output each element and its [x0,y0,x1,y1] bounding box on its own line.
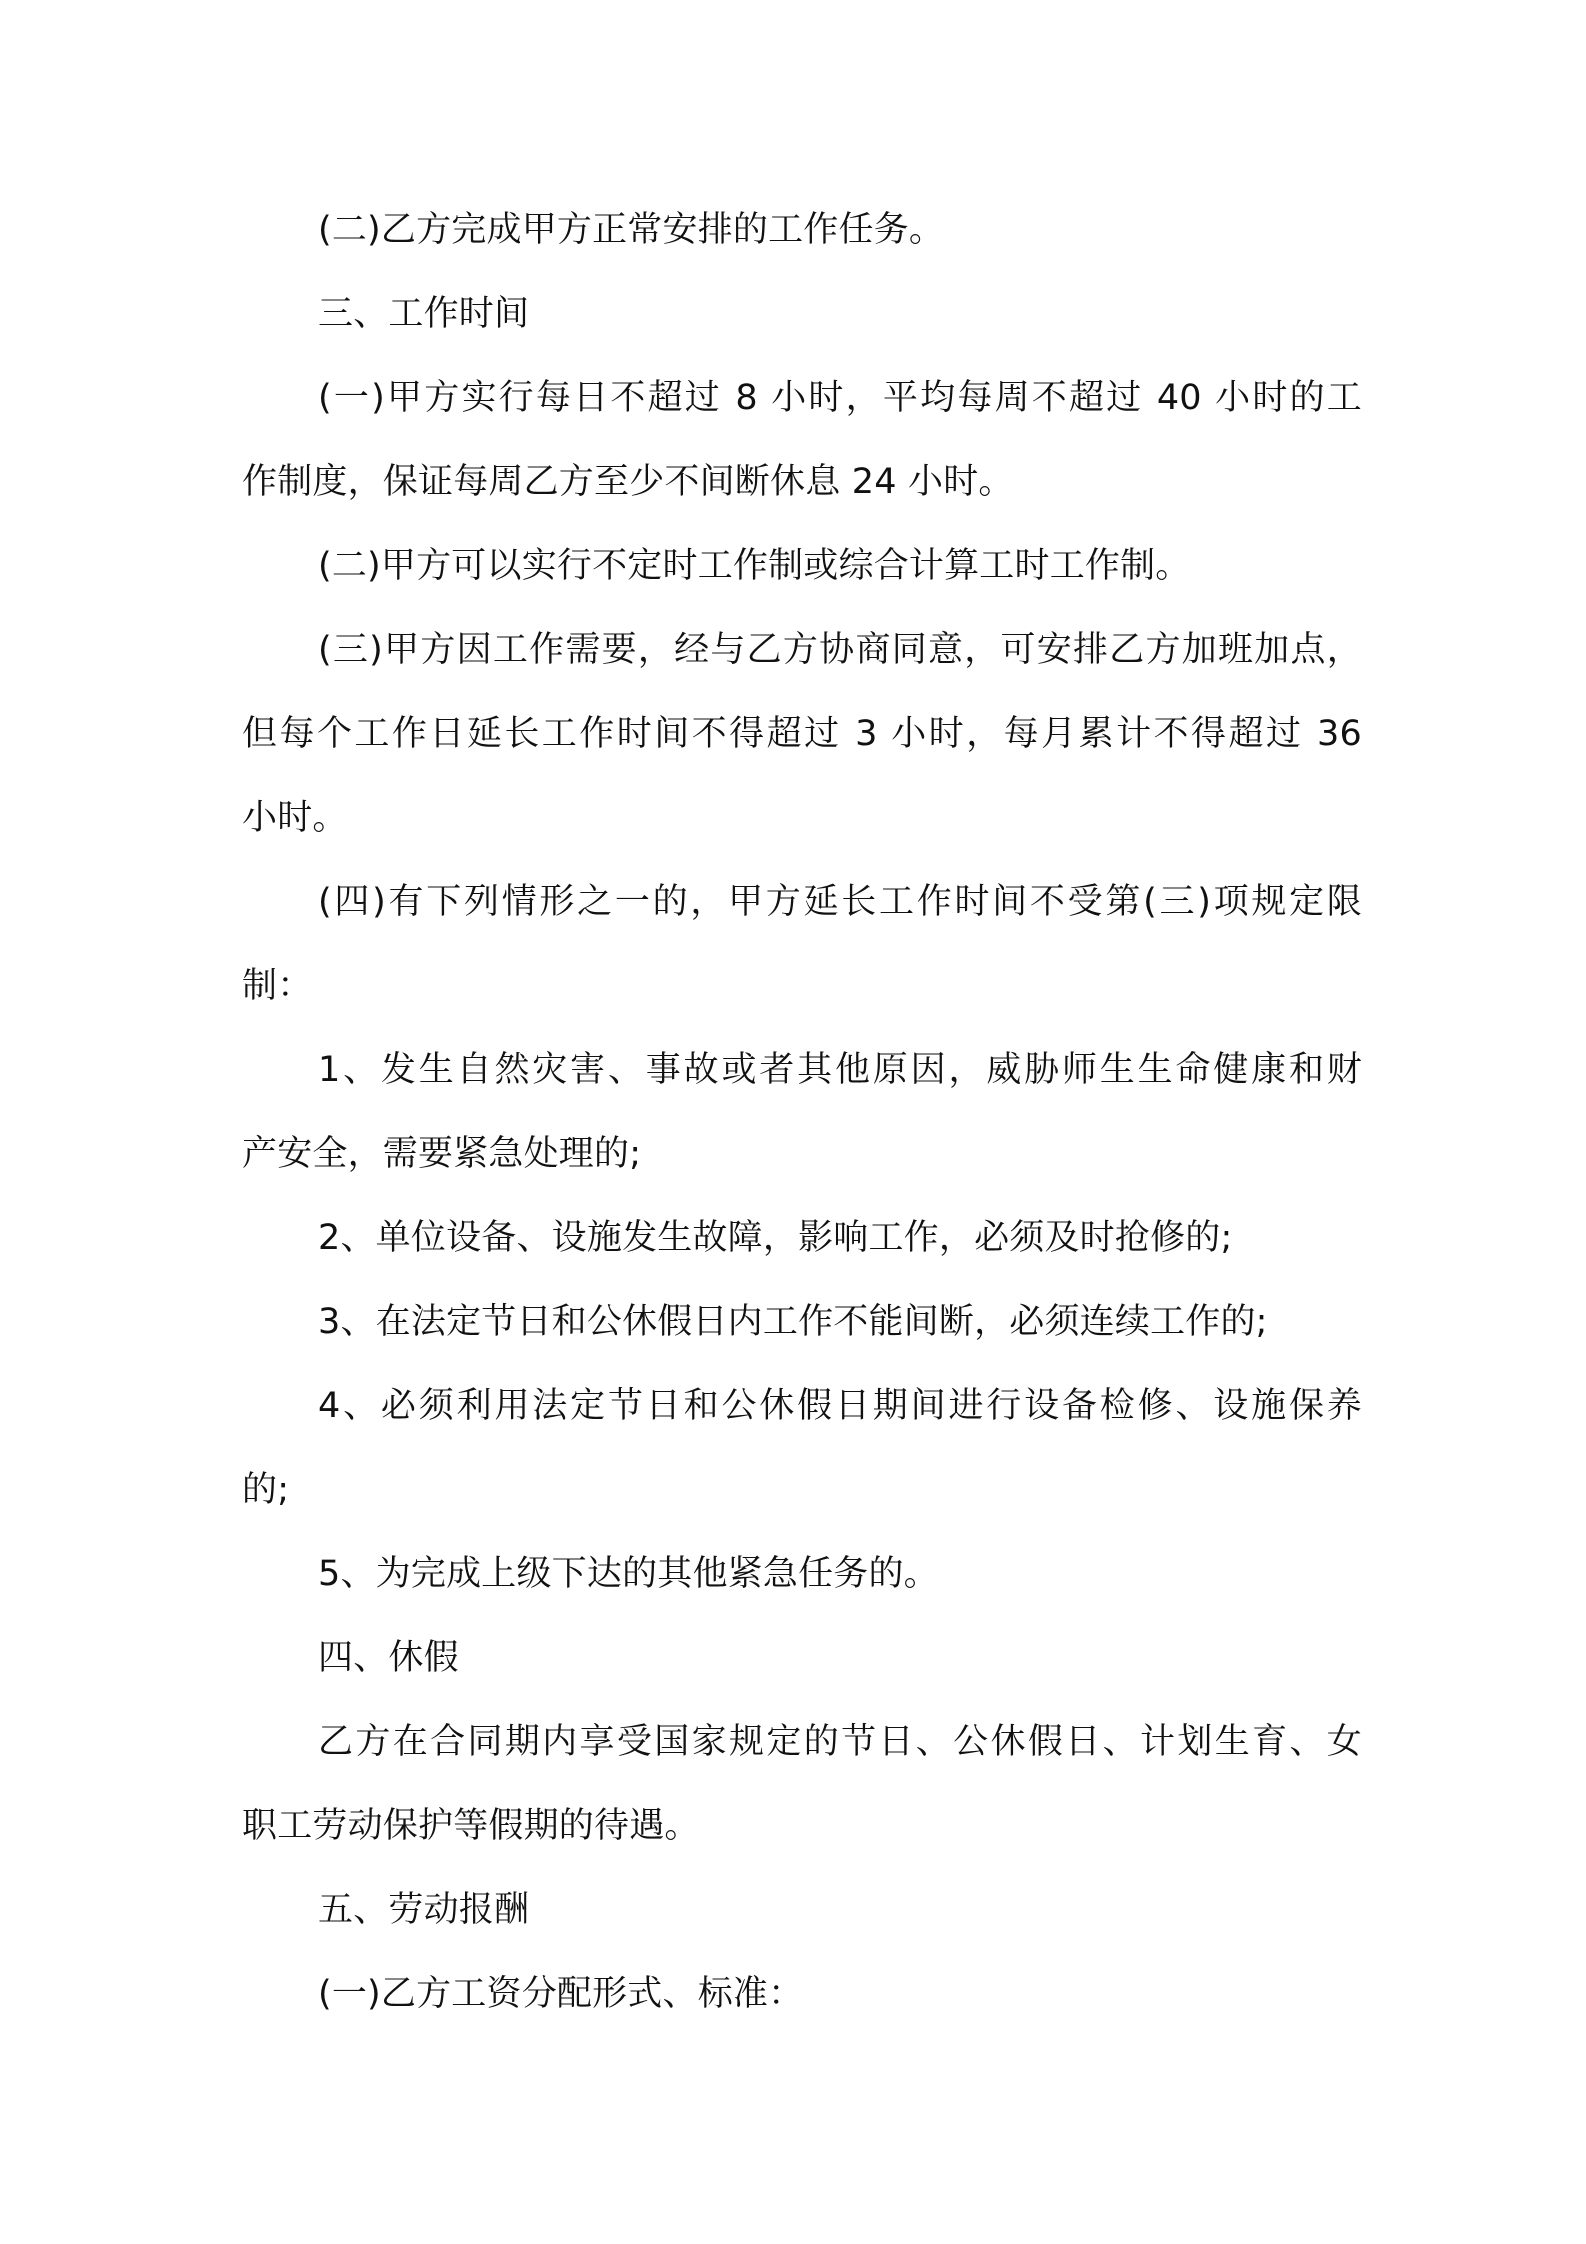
text-line: (四)有下列情形之一的，甲方延长工作时间不受第(三)项规定限 [318,882,1362,922]
list-item: 2、单位设备、设施发生故障，影响工作，必须及时抢修的; [318,1218,1233,1258]
text-line: (一)乙方工资分配形式、标准： [318,1974,804,2014]
text-line: 小时。 [242,798,348,838]
text-line: (二)乙方完成甲方正常安排的工作任务。 [318,210,945,250]
text-line: (三)甲方因工作需要，经与乙方协商同意，可安排乙方加班加点， [318,630,1362,670]
section-heading: 四、休假 [318,1638,459,1678]
section-heading: 五、劳动报酬 [318,1890,530,1930]
text-line: (二)甲方可以实行不定时工作制或综合计算工时工作制。 [318,546,1191,586]
text-line: 的; [242,1470,290,1510]
text-line: 但每个工作日延长工作时间不得超过 3 小时，每月累计不得超过 36 [242,714,1362,754]
text-line: 乙方在合同期内享受国家规定的节日、公休假日、计划生育、女 [318,1722,1362,1762]
text-line: 作制度，保证每周乙方至少不间断休息 24 小时。 [242,462,1014,502]
text-line: 职工劳动保护等假期的待遇。 [242,1806,700,1846]
list-item: 1、发生自然灾害、事故或者其他原因，威胁师生生命健康和财 [318,1050,1362,1090]
text-line: (一)甲方实行每日不超过 8 小时，平均每周不超过 40 小时的工 [318,378,1362,418]
list-item: 5、为完成上级下达的其他紧急任务的。 [318,1554,939,1594]
list-item: 3、在法定节日和公休假日内工作不能间断，必须连续工作的; [318,1302,1268,1342]
section-heading: 三、工作时间 [318,294,530,334]
text-line: 制： [242,966,313,1006]
list-item: 4、必须利用法定节日和公休假日期间进行设备检修、设施保养 [318,1386,1362,1426]
text-line: 产安全，需要紧急处理的; [242,1134,642,1174]
